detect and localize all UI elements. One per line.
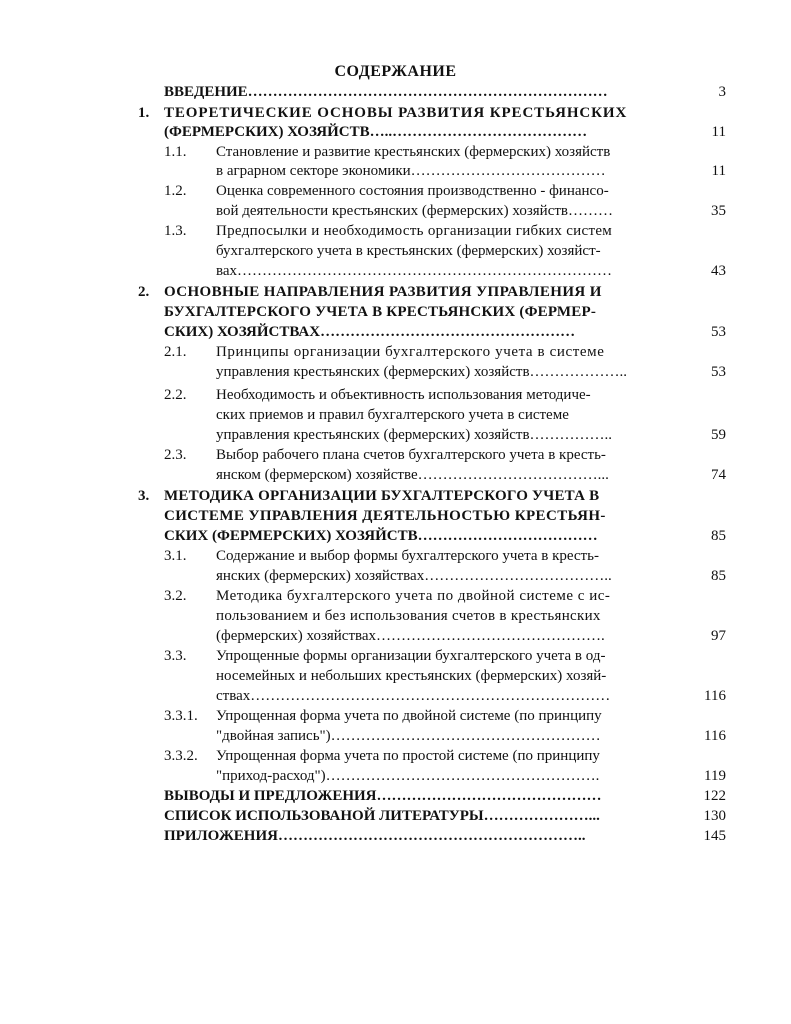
s22-line2: ских приемов и правил бухгалтерского учета в системе bbox=[216, 407, 569, 423]
s31-line2: янских (фермерских) хозяйствах……………………………….. bbox=[216, 568, 612, 584]
s33-line3: ствах……………………………………………………………… bbox=[216, 688, 611, 704]
ch3-title-line1: МЕТОДИКА ОРГАНИЗАЦИИ БУХГАЛТЕРСКОГО УЧЕТА В bbox=[164, 488, 600, 504]
s22-page: 59 bbox=[711, 427, 726, 443]
s331-number: 3.3.1. bbox=[164, 708, 198, 724]
s33-line2: носемейных и небольших крестьянских (фермерских) хозяй- bbox=[216, 668, 607, 684]
s32-page: 97 bbox=[711, 628, 726, 644]
ch1-number: 1. bbox=[138, 105, 150, 121]
s13-number: 1.3. bbox=[164, 223, 187, 239]
s332-number: 3.3.2. bbox=[164, 748, 198, 764]
ch2-title-line1: ОСНОВНЫЕ НАПРАВЛЕНИЯ РАЗВИТИЯ УПРАВЛЕНИЯ И bbox=[164, 284, 602, 300]
s23-line2: янском (фермерском) хозяйстве………………………………... bbox=[216, 467, 609, 483]
s331-page: 116 bbox=[704, 728, 726, 744]
toc-intro: ВВЕДЕНИЕ……………………………………………………………… bbox=[164, 84, 608, 100]
ch1-page: 11 bbox=[711, 124, 726, 140]
toc-literature: СПИСОК ИСПОЛЬЗОВАНОЙ ЛИТЕРАТУРЫ…………………... bbox=[164, 808, 600, 824]
s332-page: 119 bbox=[704, 768, 726, 784]
s32-line3: (фермерских) хозяйствах………………………………………. bbox=[216, 628, 605, 644]
toc-intro-page: 3 bbox=[718, 84, 726, 100]
s31-number: 3.1. bbox=[164, 548, 187, 564]
s11-line1: Становление и развитие крестьянских (фермерских) хозяйств bbox=[216, 144, 611, 160]
toc-conclusions: ВЫВОДЫ И ПРЕДЛОЖЕНИЯ……………………………………… bbox=[164, 788, 602, 804]
s12-number: 1.2. bbox=[164, 183, 187, 199]
ch3-title-line3: СКИХ (ФЕРМЕРСКИХ) ХОЗЯЙСТВ……………………………… bbox=[164, 528, 598, 544]
s12-line2: вой деятельности крестьянских (фермерских) хозяйств……… bbox=[216, 203, 613, 219]
s13-line2: бухгалтерского учета в крестьянских (фермерских) хозяйст- bbox=[216, 243, 601, 259]
s31-line1: Содержание и выбор формы бухгалтерского учета в кресть- bbox=[216, 548, 599, 564]
toc-appendix-page: 145 bbox=[703, 828, 726, 844]
s22-number: 2.2. bbox=[164, 387, 187, 403]
s33-page: 116 bbox=[704, 688, 726, 704]
s21-number: 2.1. bbox=[164, 344, 187, 360]
s23-number: 2.3. bbox=[164, 447, 187, 463]
s13-line3: вах………………………………………………………………… bbox=[216, 263, 613, 279]
s22-line1: Необходимость и объективность использования методиче- bbox=[216, 387, 591, 403]
s23-page: 74 bbox=[711, 467, 726, 483]
s331-line1: Упрощенная форма учета по двойной системе (по принципу bbox=[216, 708, 602, 724]
s21-line1: Принципы организации бухгалтерского учета в системе bbox=[216, 344, 605, 360]
ch2-number: 2. bbox=[138, 284, 150, 300]
s31-page: 85 bbox=[711, 568, 726, 584]
s12-page: 35 bbox=[711, 203, 726, 219]
ch3-page: 85 bbox=[711, 528, 726, 544]
s32-number: 3.2. bbox=[164, 588, 187, 604]
s21-line2: управления крестьянских (фермерских) хозяйств……………….. bbox=[216, 364, 628, 380]
toc-conclusions-page: 122 bbox=[703, 788, 726, 804]
s12-line1: Оценка современного состояния производственно - финансо- bbox=[216, 183, 609, 199]
toc-title: СОДЕРЖАНИЕ bbox=[334, 63, 457, 80]
ch1-title-line2: (ФЕРМЕРСКИХ) ХОЗЯЙСТВ…..………………………………… bbox=[164, 124, 588, 140]
s23-line1: Выбор рабочего плана счетов бухгалтерского учета в кресть- bbox=[216, 447, 606, 463]
s332-line1: Упрощенная форма учета по простой системе (по принципу bbox=[216, 748, 600, 764]
toc-appendix: ПРИЛОЖЕНИЯ…………………………………………………….. bbox=[164, 828, 586, 844]
s33-number: 3.3. bbox=[164, 648, 187, 664]
s11-line2: в аграрном секторе экономики………………………………… bbox=[216, 163, 606, 179]
ch3-title-line2: СИСТЕМЕ УПРАВЛЕНИЯ ДЕЯТЕЛЬНОСТЬЮ КРЕСТЬЯН- bbox=[164, 508, 606, 524]
s32-line1: Методика бухгалтерского учета по двойной системе с ис- bbox=[216, 588, 611, 604]
ch2-page: 53 bbox=[711, 324, 726, 340]
s33-line1: Упрощенные формы организации бухгалтерского учета в од- bbox=[216, 648, 606, 664]
s32-line2: пользованием и без использования счетов в крестьянских bbox=[216, 608, 601, 624]
ch2-title-line2: БУХГАЛТЕРСКОГО УЧЕТА В КРЕСТЬЯНСКИХ (ФЕРМЕР- bbox=[164, 304, 597, 320]
s13-line1: Предпосылки и необходимость организации гибких систем bbox=[216, 223, 613, 239]
s331-line2: "двойная запись")……………………………………………… bbox=[216, 728, 601, 744]
ch2-title-line3: СКИХ) ХОЗЯЙСТВАХ…………………………………………… bbox=[164, 324, 576, 340]
s13-page: 43 bbox=[711, 263, 726, 279]
s11-number: 1.1. bbox=[164, 144, 187, 160]
ch1-title-line1: ТЕОРЕТИЧЕСКИЕ ОСНОВЫ РАЗВИТИЯ КРЕСТЬЯНСКИХ bbox=[164, 105, 628, 121]
s21-page: 53 bbox=[711, 364, 726, 380]
s11-page: 11 bbox=[711, 163, 726, 179]
s332-line2: "приход-расход")………………………………………………. bbox=[216, 768, 600, 784]
toc-literature-page: 130 bbox=[703, 808, 726, 824]
s22-line3: управления крестьянских (фермерских) хозяйств…………….. bbox=[216, 427, 613, 443]
ch3-number: 3. bbox=[138, 488, 150, 504]
